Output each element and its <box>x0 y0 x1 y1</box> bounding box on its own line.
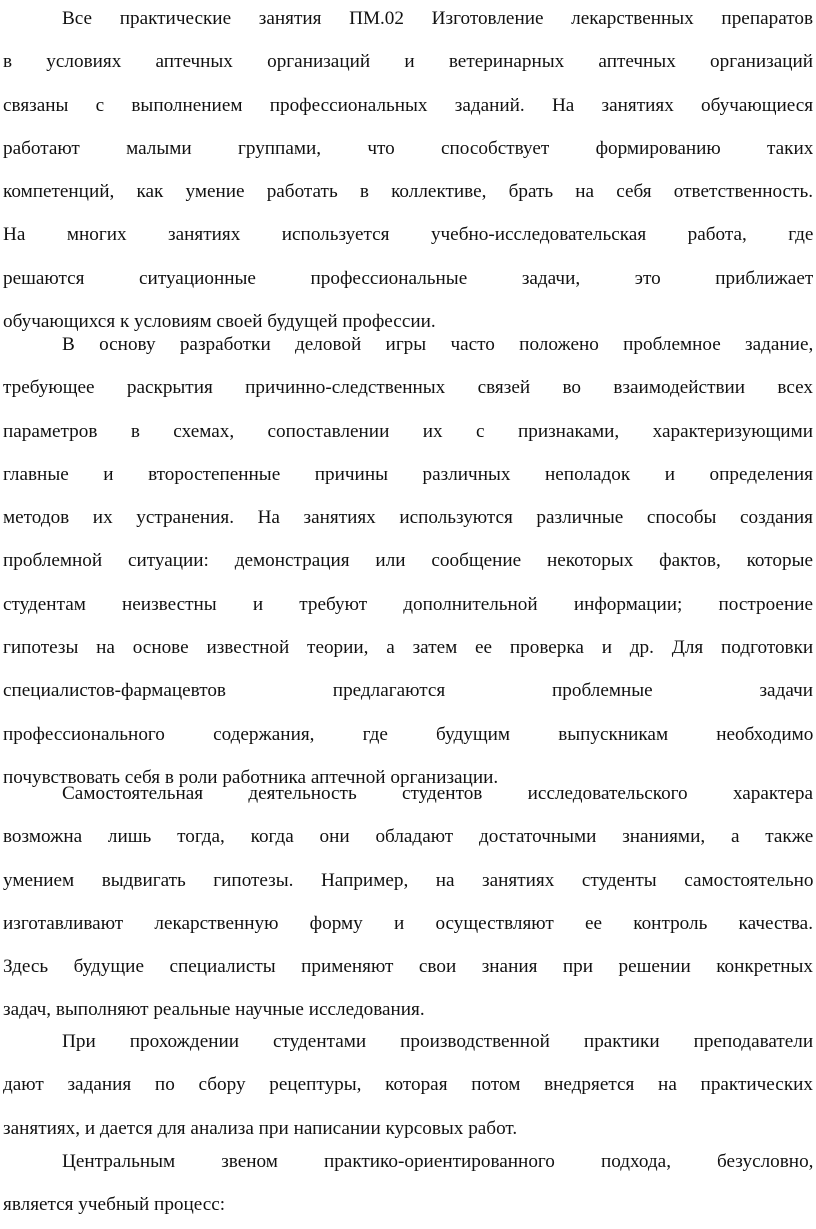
text-line: При прохождении студентами производственной практики преподаватели <box>62 1031 813 1052</box>
text-line: обучающихся к условиям своей будущей профессии. <box>3 311 436 333</box>
text-line: гипотезы на основе известной теории, а затем ее проверка и др. Для подготовки <box>3 637 813 659</box>
text-line: решаются ситуационные профессиональные задачи, это приближает <box>3 267 813 289</box>
text-line: изготавливают лекарственную форму и осуществляют ее контроль качества. <box>3 912 813 934</box>
paragraph-2 <box>3 323 813 799</box>
text-line: методов их устранения. На занятиях используются различные способы создания <box>3 507 813 529</box>
text-line: требующее раскрытия причинно-следственных связей во взаимодействии всех <box>3 377 813 399</box>
text-line: параметров в схемах, сопоставлении их с признаками, характеризующими <box>3 420 813 442</box>
text-line: Все практические занятия ПМ.02 Изготовление лекарственных препаратов <box>62 8 813 29</box>
text-line: возможна лишь тогда, когда они обладают достаточными знаниями, а также <box>3 826 813 848</box>
text-line: Центральным звеном практико-ориентированного подхода, безусловно, <box>62 1151 813 1172</box>
text-line: занятиях, и дается для анализа при написании курсовых работ. <box>3 1117 518 1139</box>
text-line: связаны с выполнением профессиональных заданий. На занятиях обучающиеся <box>3 94 813 116</box>
text-line: почувствовать себя в роли работника аптечной организации. <box>3 766 499 788</box>
text-line: В основу разработки деловой игры часто положено проблемное задание, <box>62 334 813 355</box>
text-line: На многих занятиях используется учебно-исследовательская работа, где <box>3 224 813 246</box>
text-line: задач, выполняют реальные научные исследования. <box>3 999 425 1021</box>
paragraph-3 <box>3 772 813 1032</box>
paragraph-1 <box>3 0 813 343</box>
text-line: профессионального содержания, где будущим выпускникам необходимо <box>3 723 813 745</box>
text-line: дают задания по сбору рецептуры, которая потом внедряется на практических <box>3 1074 813 1096</box>
text-line: главные и второстепенные причины различных неполадок и определения <box>3 463 813 485</box>
paragraph-4 <box>3 1020 813 1150</box>
text-line: является учебный процесс: <box>3 1194 226 1216</box>
text-line: Здесь будущие специалисты применяют свои знания при решении конкретных <box>3 956 813 978</box>
text-line: в условиях аптечных организаций и ветеринарных аптечных организаций <box>3 51 813 73</box>
paragraph-5 <box>3 1140 813 1227</box>
text-line: умением выдвигать гипотезы. Например, на занятиях студенты самостоятельно <box>3 869 813 891</box>
text-line: компетенций, как умение работать в коллективе, брать на себя ответственность. <box>3 181 813 203</box>
text-line: работают малыми группами, что способствует формированию таких <box>3 137 813 159</box>
text-line: Самостоятельная деятельность студентов исследовательского характера <box>62 783 813 804</box>
text-line: проблемной ситуации: демонстрация или сообщение некоторых фактов, которые <box>3 550 813 572</box>
text-line: студентам неизвестны и требуют дополнительной информации; построение <box>3 593 813 615</box>
text-line: специалистов-фармацевтов предлагаются проблемные задачи <box>3 680 813 702</box>
